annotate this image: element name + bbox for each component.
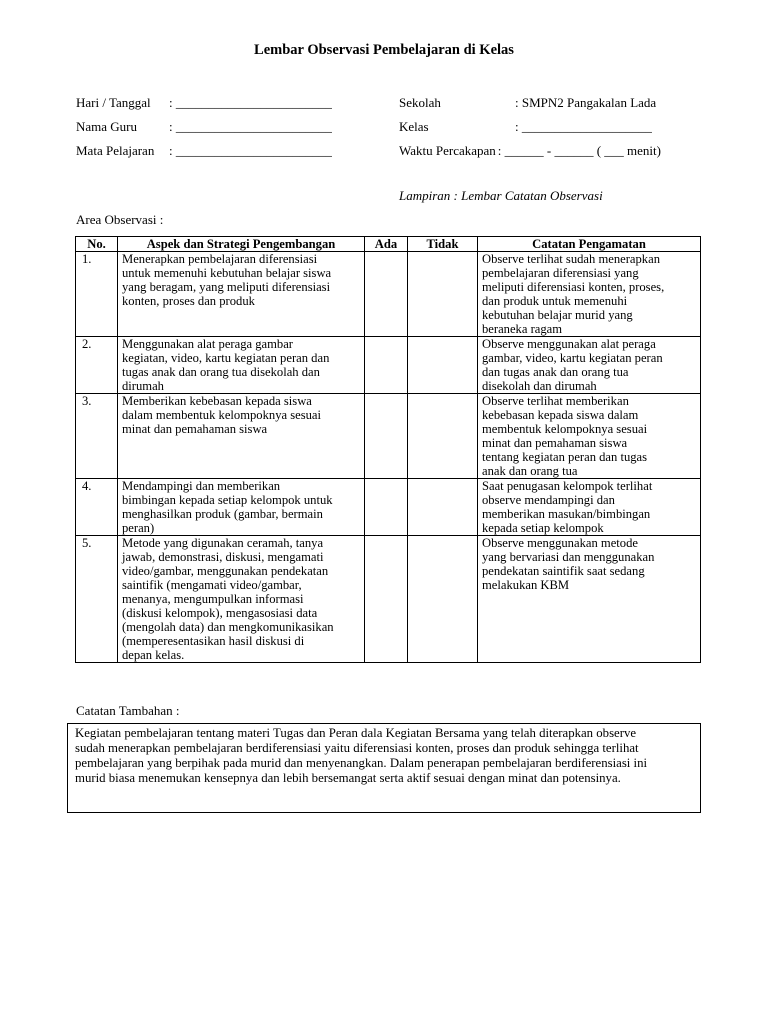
- header-hari: [76, 95, 332, 111]
- catatan-line: anak dan orang tua: [482, 464, 578, 478]
- col-header-aspek: Aspek dan Strategi Pengembangan: [118, 237, 365, 252]
- ada-cell: [365, 337, 408, 394]
- row-number: 4.: [76, 479, 118, 536]
- waktu-value: : ______ - ______ ( ___ menit): [497, 143, 661, 158]
- aspek-line: minat dan pemahaman siswa: [122, 422, 268, 436]
- catatan-tambahan-line: pembelajaran yang berpihak pada murid dan menyenangkan. Dalam penerapan pembelajaran berdiferensiasi ini: [75, 756, 648, 770]
- table-row: [76, 479, 701, 536]
- col-header-no: No.: [76, 237, 118, 252]
- area-observasi-label: Area Observasi :: [76, 212, 164, 227]
- catatan-line: kebebasan kepada siswa dalam: [482, 408, 639, 422]
- waktu-label: Waktu Percakapan: [399, 143, 496, 158]
- aspek-line: saintifik (mengamati video/gambar,: [122, 578, 302, 592]
- row-number: 5.: [76, 536, 118, 663]
- aspek-line: yang beragam, yang meliputi diferensiasi: [122, 280, 331, 294]
- sekolah-value: : SMPN2 Pangakalan Lada: [515, 95, 657, 110]
- col-header-catatan: Catatan Pengamatan: [478, 237, 701, 252]
- catatan-line: membentuk kelompoknya sesuai: [482, 422, 648, 436]
- sekolah-label: Sekolah: [399, 95, 441, 110]
- table-row: [76, 252, 701, 337]
- catatan-tambahan-line: sudah menerapkan pembelajaran berdiferensiasi yaitu diferensiasi konten, proses dan produk sehingga terlihat: [75, 741, 639, 755]
- catatan-line: gambar, video, kartu kegiatan peran: [482, 351, 663, 365]
- header-sekolah: [399, 95, 656, 111]
- aspek-line: Metode yang digunakan ceramah, tanya: [122, 536, 324, 550]
- aspek-line: jawab, demonstrasi, diskusi, mengamati: [122, 550, 324, 564]
- table-row: [76, 536, 701, 663]
- catatan-line: Observe menggunakan metode: [482, 536, 638, 550]
- hari-value: : ________________________: [169, 95, 332, 110]
- header-kelas: [399, 119, 652, 135]
- aspek-line: depan kelas.: [122, 648, 185, 662]
- catatan-cell: [478, 252, 701, 337]
- aspek-line: dalam membentuk kelompoknya sesuai: [122, 408, 322, 422]
- aspek-line: untuk memenuhi kebutuhan belajar siswa: [122, 266, 332, 280]
- observation-table: [75, 236, 701, 663]
- hari-label: Hari / Tanggal: [76, 95, 151, 110]
- header-mata-pelajaran: [76, 143, 332, 159]
- catatan-line: observe mendampingi dan: [482, 493, 615, 507]
- catatan-cell: [478, 394, 701, 479]
- aspek-line: dirumah: [122, 379, 164, 393]
- aspek-cell: [118, 252, 365, 337]
- col-header-tidak: Tidak: [408, 237, 478, 252]
- catatan-line: yang bervariasi dan menggunakan: [482, 550, 655, 564]
- row-number: 1.: [76, 252, 118, 337]
- nama-guru-label: Nama Guru: [76, 119, 138, 134]
- catatan-line: pembelajaran diferensiasi yang: [482, 266, 639, 280]
- ada-cell: [365, 536, 408, 663]
- catatan-cell: [478, 479, 701, 536]
- catatan-line: Observe terlihat memberikan: [482, 394, 629, 408]
- catatan-cell: [478, 536, 701, 663]
- catatan-line: tentang kegiatan peran dan tugas: [482, 450, 648, 464]
- aspek-line: peran): [122, 521, 155, 535]
- aspek-line: bimbingan kepada setiap kelompok untuk: [122, 493, 333, 507]
- aspek-line: menghasilkan produk (gambar, bermain: [122, 507, 323, 521]
- aspek-line: (diskusi kelompok), mengasosiasi data: [122, 606, 318, 620]
- page-title: Lembar Observasi Pembelajaran di Kelas: [254, 42, 514, 58]
- catatan-line: dan tugas anak dan orang tua: [482, 365, 629, 379]
- catatan-line: minat dan pemahaman siswa: [482, 436, 628, 450]
- header-waktu: [399, 143, 661, 159]
- catatan-line: kebutuhan belajar murid yang: [482, 308, 633, 322]
- ada-cell: [365, 394, 408, 479]
- catatan-line: Observe terlihat sudah menerapkan: [482, 252, 660, 266]
- tidak-cell: [408, 252, 478, 337]
- aspek-cell: [118, 394, 365, 479]
- aspek-line: Mendampingi dan memberikan: [122, 479, 281, 493]
- table-row: [76, 337, 701, 394]
- tidak-cell: [408, 394, 478, 479]
- aspek-line: video/gambar, menggunakan pendekatan: [122, 564, 329, 578]
- catatan-tambahan-label: Catatan Tambahan :: [76, 703, 180, 718]
- table-header-row: [76, 237, 701, 252]
- aspek-cell: [118, 337, 365, 394]
- tidak-cell: [408, 337, 478, 394]
- catatan-tambahan-line: murid biasa menemukan kensepnya dan lebih bersemangat serta aktif sesuai dengan minat dan potensinya.: [75, 771, 621, 785]
- mata-pelajaran-label: Mata Pelajaran: [76, 143, 155, 158]
- nama-guru-value: : ________________________: [169, 119, 332, 134]
- aspek-cell: [118, 536, 365, 663]
- catatan-line: Observe menggunakan alat peraga: [482, 337, 656, 351]
- catatan-line: pendekatan saintifik saat sedang: [482, 564, 645, 578]
- catatan-line: dan produk untuk memenuhi: [482, 294, 628, 308]
- table-row: [76, 394, 701, 479]
- tidak-cell: [408, 536, 478, 663]
- col-header-ada: Ada: [365, 237, 408, 252]
- aspek-line: Menerapkan pembelajaran diferensiasi: [122, 252, 318, 266]
- aspek-line: menanya, mengumpulkan informasi: [122, 592, 304, 606]
- aspek-line: (memperesentasikan hasil diskusi di: [122, 634, 305, 648]
- catatan-line: meliputi diferensiasi konten, proses,: [482, 280, 665, 294]
- catatan-line: memberikan masukan/bimbingan: [482, 507, 651, 521]
- catatan-line: melakukan KBM: [482, 578, 570, 592]
- catatan-cell: [478, 337, 701, 394]
- kelas-label: Kelas: [399, 119, 429, 134]
- tidak-cell: [408, 479, 478, 536]
- ada-cell: [365, 479, 408, 536]
- catatan-tambahan-line: Kegiatan pembelajaran tentang materi Tugas dan Peran dala Kegiatan Bersama yang telah diterapkan observe: [75, 726, 637, 740]
- lampiran-note: Lampiran : Lembar Catatan Observasi: [399, 188, 603, 203]
- catatan-tambahan-box: [67, 723, 701, 813]
- kelas-value: : ____________________: [515, 119, 652, 134]
- aspek-line: kegiatan, video, kartu kegiatan peran dan: [122, 351, 330, 365]
- aspek-line: konten, proses dan produk: [122, 294, 255, 308]
- catatan-line: Saat penugasan kelompok terlihat: [482, 479, 653, 493]
- catatan-line: disekolah dan dirumah: [482, 379, 597, 393]
- ada-cell: [365, 252, 408, 337]
- header-nama-guru: [76, 119, 332, 135]
- row-number: 3.: [76, 394, 118, 479]
- catatan-line: kepada setiap kelompok: [482, 521, 604, 535]
- mata-pelajaran-value: : ________________________: [169, 143, 332, 158]
- aspek-line: Memberikan kebebasan kepada siswa: [122, 394, 312, 408]
- aspek-line: tugas anak dan orang tua disekolah dan: [122, 365, 320, 379]
- aspek-line: Menggunakan alat peraga gambar: [122, 337, 293, 351]
- row-number: 2.: [76, 337, 118, 394]
- aspek-cell: [118, 479, 365, 536]
- catatan-line: beraneka ragam: [482, 322, 563, 336]
- aspek-line: (mengolah data) dan mengkomunikasikan: [122, 620, 334, 634]
